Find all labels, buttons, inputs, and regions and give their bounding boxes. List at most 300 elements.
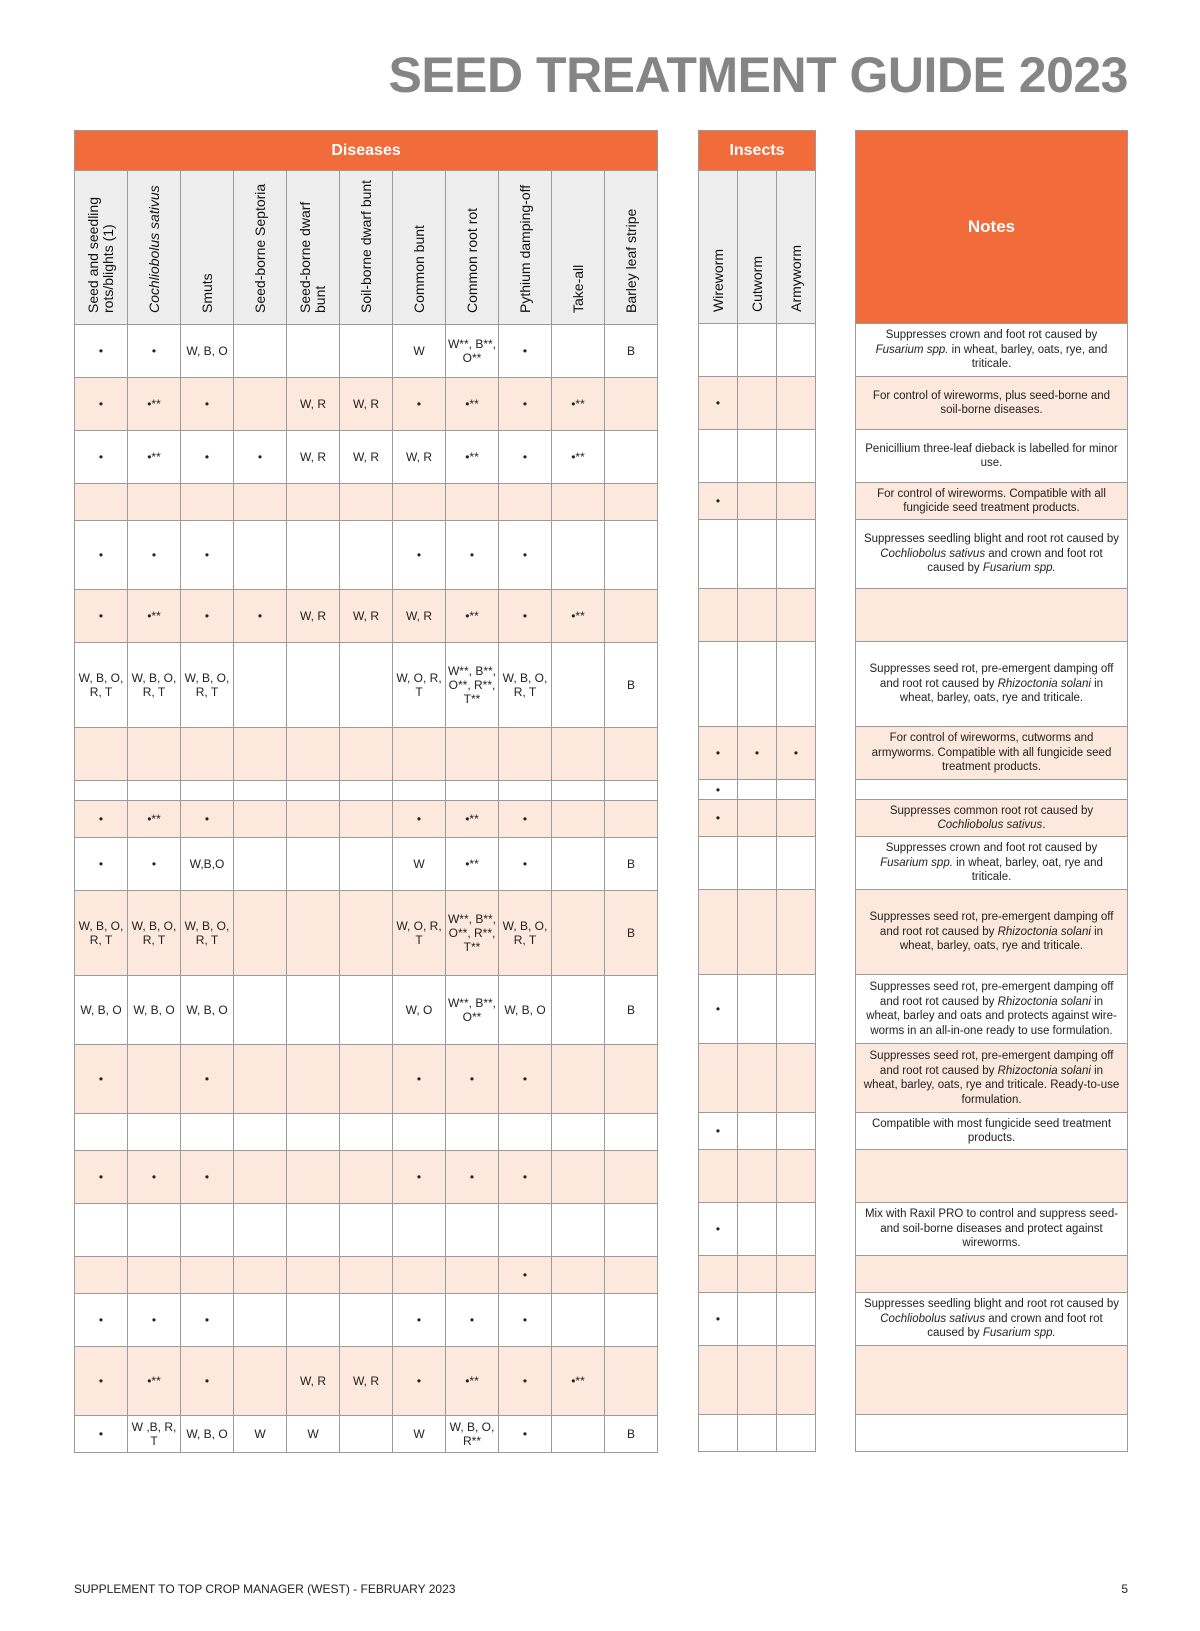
table-row [699, 1293, 816, 1346]
table-row [699, 430, 816, 483]
disease-cell [234, 325, 287, 378]
disease-cell: • [234, 590, 287, 643]
disease-cell [234, 976, 287, 1045]
insect-cell [777, 1113, 816, 1150]
page-title: SEED TREATMENT GUIDE 2023 [388, 47, 1128, 103]
disease-cell: •** [128, 378, 181, 431]
disease-cell [605, 590, 658, 643]
disease-cell: B [605, 976, 658, 1045]
notes-group-header: Notes [856, 131, 1128, 324]
table-row [699, 324, 816, 377]
disease-cell: W, B, O, R** [446, 1416, 499, 1453]
insect-cell [777, 377, 816, 430]
disease-cell [340, 643, 393, 728]
disease-cell: • [181, 1294, 234, 1347]
disease-column-label: Common bunt [410, 225, 427, 313]
table-row [75, 1294, 658, 1347]
disease-cell [552, 1114, 605, 1151]
table-row [856, 800, 1128, 837]
disease-cell [128, 781, 181, 801]
disease-cell [340, 521, 393, 590]
disease-cell: • [181, 1347, 234, 1416]
insect-column-label: Cutworm [748, 255, 765, 312]
disease-cell: • [75, 1045, 128, 1114]
disease-cell [234, 1294, 287, 1347]
disease-cell [340, 976, 393, 1045]
disease-cell: • [393, 1294, 446, 1347]
table-row [75, 1151, 658, 1204]
disease-cell [128, 728, 181, 781]
disease-cell: • [181, 378, 234, 431]
insect-cell: • [699, 483, 738, 520]
disease-cell [499, 728, 552, 781]
disease-column-label: Take-all [569, 264, 586, 313]
insect-cell [699, 589, 738, 642]
insect-cell [738, 1293, 777, 1346]
note-cell [856, 1346, 1128, 1415]
disease-cell: W, B, O, R, T [75, 643, 128, 728]
diseases-group-header: Diseases [75, 131, 658, 171]
disease-cell [552, 801, 605, 838]
disease-cell [499, 781, 552, 801]
disease-cell: •** [552, 1347, 605, 1416]
table-row [75, 891, 658, 976]
disease-cell: W, B, O [75, 976, 128, 1045]
disease-cell [181, 484, 234, 521]
disease-cell: • [75, 378, 128, 431]
disease-cell: • [75, 590, 128, 643]
disease-cell: B [605, 643, 658, 728]
table-row [699, 1256, 816, 1293]
table-row [856, 1113, 1128, 1150]
disease-cell [340, 801, 393, 838]
disease-cell: • [75, 838, 128, 891]
disease-cell: • [75, 521, 128, 590]
disease-cell [605, 728, 658, 781]
disease-cell [499, 1204, 552, 1257]
disease-cell [340, 728, 393, 781]
disease-cell: • [181, 590, 234, 643]
disease-column-header [340, 171, 393, 325]
disease-cell [287, 643, 340, 728]
table-row [856, 642, 1128, 727]
insect-column-header [777, 171, 816, 324]
disease-cell: W, B, O, R, T [128, 643, 181, 728]
table-row [699, 642, 816, 727]
disease-cell: W, B, O [128, 976, 181, 1045]
disease-cell [181, 1204, 234, 1257]
disease-cell [234, 1257, 287, 1294]
disease-cell: W,B,O [181, 838, 234, 891]
note-cell [856, 1415, 1128, 1452]
disease-cell: W, B, O, R, T [499, 891, 552, 976]
disease-cell: • [499, 1151, 552, 1204]
disease-cell [340, 838, 393, 891]
insect-cell [738, 483, 777, 520]
disease-cell: • [128, 838, 181, 891]
disease-cell: • [393, 1045, 446, 1114]
disease-cell: •** [552, 590, 605, 643]
note-cell: Compatible with most fungicide seed treatment products. [856, 1113, 1128, 1150]
disease-cell [605, 1347, 658, 1416]
table-row [75, 484, 658, 521]
disease-cell: W, B, O, R, T [499, 643, 552, 728]
disease-column-label: Pythium damping-off [516, 184, 533, 313]
insect-cell [738, 780, 777, 800]
insect-cell [699, 1256, 738, 1293]
table-row [856, 1256, 1128, 1293]
disease-cell [446, 1204, 499, 1257]
note-cell [856, 780, 1128, 800]
disease-column-header [181, 171, 234, 325]
table-row [699, 1346, 816, 1415]
disease-cell: • [75, 1416, 128, 1453]
disease-cell: W**, B**, O**, R**, T** [446, 891, 499, 976]
insect-cell: • [699, 1293, 738, 1346]
disease-cell [552, 1204, 605, 1257]
table-row [856, 1415, 1128, 1452]
disease-cell [605, 1204, 658, 1257]
disease-cell [234, 643, 287, 728]
disease-cell: • [499, 1294, 552, 1347]
disease-cell [340, 781, 393, 801]
disease-cell: W, O, R, T [393, 891, 446, 976]
disease-cell [446, 781, 499, 801]
insect-cell [699, 520, 738, 589]
disease-cell: W, R [393, 590, 446, 643]
disease-column-label: Seed-borne Septoria [251, 183, 268, 313]
note-cell: Suppresses seedling blight and root rot caused by Cochliobolus sativus and crown and foot rot caused by Fusarium spp. [856, 520, 1128, 589]
disease-cell: •** [552, 378, 605, 431]
disease-cell: • [128, 521, 181, 590]
disease-cell: •** [446, 1347, 499, 1416]
insects-table [698, 130, 816, 1452]
insect-cell [777, 430, 816, 483]
disease-cell: • [499, 431, 552, 484]
disease-cell: • [181, 431, 234, 484]
note-cell: Suppresses common root rot caused by Cochliobolus sativus. [856, 800, 1128, 837]
disease-cell: •** [128, 590, 181, 643]
disease-cell: W, B, O [181, 976, 234, 1045]
table-row [75, 781, 658, 801]
table-row [856, 483, 1128, 520]
insect-cell: • [699, 727, 738, 780]
disease-cell [287, 1151, 340, 1204]
insect-column-label: Wireworm [709, 249, 726, 312]
insect-cell [738, 1150, 777, 1203]
disease-cell [446, 1114, 499, 1151]
insect-cell [777, 1346, 816, 1415]
table-row [856, 1203, 1128, 1256]
table-row [699, 837, 816, 890]
footer-page-number: 5 [1121, 1582, 1128, 1596]
note-cell: Suppresses crown and foot rot caused by Fusarium spp. in wheat, barley, oats, rye, and triticale. [856, 324, 1128, 377]
insect-column-header [738, 171, 777, 324]
table-row [699, 800, 816, 837]
disease-cell [234, 1151, 287, 1204]
disease-cell [552, 521, 605, 590]
insect-cell [738, 1415, 777, 1452]
disease-cell: W, B, O [181, 1416, 234, 1453]
insect-cell [738, 324, 777, 377]
disease-column-label: Barley leaf stripe [622, 208, 639, 313]
insect-cell [699, 1415, 738, 1452]
table-row [75, 325, 658, 378]
disease-cell: W, R [340, 1347, 393, 1416]
disease-cell [605, 378, 658, 431]
note-cell: Suppresses seed rot, pre-emergent damping off and root rot caused by Rhizoctonia solani in wheat, barley and oats and protects against wire-worms in an all-in-one ready to use formulation. [856, 975, 1128, 1044]
disease-cell [234, 838, 287, 891]
disease-cell [340, 325, 393, 378]
disease-cell [75, 1114, 128, 1151]
disease-cell [552, 643, 605, 728]
disease-cell [393, 1257, 446, 1294]
insect-cell [738, 642, 777, 727]
disease-cell: W, B, O, R, T [75, 891, 128, 976]
insect-cell [777, 780, 816, 800]
insect-cell [738, 1044, 777, 1113]
disease-cell: •** [446, 590, 499, 643]
disease-cell [234, 1114, 287, 1151]
insect-column-label: Armyworm [787, 245, 804, 312]
disease-cell [605, 1294, 658, 1347]
insect-cell: • [699, 780, 738, 800]
disease-cell: W [393, 325, 446, 378]
disease-cell [128, 1114, 181, 1151]
note-cell: For control of wireworms, cutworms and armyworms. Compatible with all fungicide seed treatment products. [856, 727, 1128, 780]
disease-cell [552, 891, 605, 976]
table-row [75, 643, 658, 728]
table-row [699, 377, 816, 430]
disease-cell [552, 1294, 605, 1347]
disease-cell: • [75, 1151, 128, 1204]
disease-cell [340, 1045, 393, 1114]
insect-cell [777, 837, 816, 890]
note-cell: Suppresses seedling blight and root rot caused by Cochliobolus sativus and crown and foot rot caused by Fusarium spp. [856, 1293, 1128, 1346]
disease-cell [552, 1416, 605, 1453]
insect-cell [777, 1203, 816, 1256]
disease-cell: • [499, 838, 552, 891]
table-row [856, 1150, 1128, 1203]
disease-column-header [75, 171, 128, 325]
disease-cell [75, 1204, 128, 1257]
disease-cell: • [393, 521, 446, 590]
insect-cell [777, 324, 816, 377]
disease-cell [287, 1114, 340, 1151]
disease-cell [340, 1416, 393, 1453]
disease-cell: • [75, 325, 128, 378]
disease-cell [393, 484, 446, 521]
disease-cell [552, 484, 605, 521]
disease-cell: W [234, 1416, 287, 1453]
note-cell: Suppresses crown and foot rot caused by Fusarium spp. in wheat, barley, oat, rye and triticale. [856, 837, 1128, 890]
disease-cell: • [75, 1347, 128, 1416]
insect-cell [777, 1150, 816, 1203]
disease-column-header [234, 171, 287, 325]
disease-cell: • [499, 1257, 552, 1294]
table-row [856, 324, 1128, 377]
table-row [75, 1114, 658, 1151]
disease-cell [340, 1257, 393, 1294]
insect-cell: • [699, 800, 738, 837]
disease-cell: • [499, 1347, 552, 1416]
disease-cell [128, 484, 181, 521]
note-cell: Suppresses seed rot, pre-emergent damping off and root rot caused by Rhizoctonia solani in wheat, barley, oats, rye and triticale. [856, 890, 1128, 975]
note-cell: Suppresses seed rot, pre-emergent damping off and root rot caused by Rhizoctonia solani in wheat, barley, oats, rye and triticale. [856, 642, 1128, 727]
disease-column-label: Common root rot [463, 207, 480, 313]
table-row [856, 589, 1128, 642]
insect-cell [777, 1044, 816, 1113]
disease-cell [552, 976, 605, 1045]
disease-cell: • [181, 521, 234, 590]
disease-cell [287, 976, 340, 1045]
disease-cell [75, 484, 128, 521]
disease-cell: •** [446, 838, 499, 891]
disease-cell [552, 1045, 605, 1114]
disease-cell [499, 484, 552, 521]
insect-cell [699, 1150, 738, 1203]
insect-cell [738, 377, 777, 430]
insect-cell [738, 430, 777, 483]
disease-cell: • [128, 1294, 181, 1347]
disease-cell [128, 1257, 181, 1294]
insect-cell [777, 483, 816, 520]
disease-cell [234, 801, 287, 838]
disease-cell [287, 325, 340, 378]
disease-cell [605, 1045, 658, 1114]
disease-cell: • [446, 521, 499, 590]
disease-column-header [393, 171, 446, 325]
disease-cell: W, R [340, 431, 393, 484]
insect-cell [738, 1346, 777, 1415]
disease-cell [340, 1204, 393, 1257]
disease-cell [446, 484, 499, 521]
table-row [75, 1257, 658, 1294]
insect-cell: • [699, 377, 738, 430]
insect-cell [738, 975, 777, 1044]
insect-cell [738, 589, 777, 642]
disease-cell [287, 781, 340, 801]
table-row [75, 838, 658, 891]
table-row [856, 780, 1128, 800]
disease-column-header [499, 171, 552, 325]
disease-cell: •** [446, 378, 499, 431]
disease-cell: • [128, 325, 181, 378]
note-cell [856, 1150, 1128, 1203]
insect-cell [777, 589, 816, 642]
disease-cell [287, 1294, 340, 1347]
disease-cell [393, 781, 446, 801]
disease-cell [605, 431, 658, 484]
disease-cell [552, 781, 605, 801]
table-row [75, 521, 658, 590]
disease-column-label: Smuts [198, 273, 215, 313]
disease-cell [181, 1114, 234, 1151]
disease-cell [552, 838, 605, 891]
disease-cell [446, 728, 499, 781]
table-row [856, 1346, 1128, 1415]
insect-cell [699, 837, 738, 890]
disease-cell: • [75, 431, 128, 484]
disease-cell [393, 728, 446, 781]
table-row [699, 1203, 816, 1256]
table-row [75, 801, 658, 838]
table-row [75, 590, 658, 643]
disease-cell: • [181, 801, 234, 838]
disease-cell [234, 1045, 287, 1114]
table-row [856, 520, 1128, 589]
disease-cell: • [499, 590, 552, 643]
table-row [75, 1416, 658, 1453]
disease-column-label: Soil-borne dwarf bunt [357, 179, 374, 313]
table-row [699, 589, 816, 642]
insects-group-header: Insects [699, 131, 816, 171]
disease-cell: W, O, R, T [393, 643, 446, 728]
disease-cell [552, 728, 605, 781]
disease-cell: • [234, 431, 287, 484]
disease-cell [234, 378, 287, 431]
insect-cell [738, 890, 777, 975]
disease-column-label: Seed-borne dwarf bunt [297, 201, 328, 313]
table-row [75, 728, 658, 781]
table-row [699, 890, 816, 975]
note-cell: Suppresses seed rot, pre-emergent damping off and root rot caused by Rhizoctonia solani in wheat, barley, oats, rye and triticale. Ready-to-use formulation. [856, 1044, 1128, 1113]
disease-cell: W, R [287, 378, 340, 431]
disease-cell: • [393, 378, 446, 431]
table-row [856, 1293, 1128, 1346]
disease-cell: W, B, O, R, T [128, 891, 181, 976]
table-row [699, 483, 816, 520]
insect-cell [777, 642, 816, 727]
disease-cell [605, 781, 658, 801]
table-row [75, 976, 658, 1045]
table-row [75, 1204, 658, 1257]
disease-cell: W, R [287, 1347, 340, 1416]
disease-cell: • [499, 521, 552, 590]
table-row [699, 727, 816, 780]
note-cell: For control of wireworms. Compatible with all fungicide seed treatment products. [856, 483, 1128, 520]
disease-cell: W, R [340, 378, 393, 431]
disease-cell: • [181, 1045, 234, 1114]
disease-cell: •** [446, 801, 499, 838]
insect-cell [699, 1044, 738, 1113]
insect-cell [777, 890, 816, 975]
disease-cell: • [446, 1294, 499, 1347]
disease-cell: B [605, 838, 658, 891]
disease-cell: W ,B, R, T [128, 1416, 181, 1453]
disease-cell [181, 781, 234, 801]
disease-cell [340, 484, 393, 521]
disease-cell [552, 1151, 605, 1204]
table-row [856, 1044, 1128, 1113]
disease-column-header [552, 171, 605, 325]
disease-cell [340, 891, 393, 976]
disease-cell: W, B, O [181, 325, 234, 378]
note-cell [856, 589, 1128, 642]
disease-cell: B [605, 325, 658, 378]
table-row [699, 780, 816, 800]
disease-column-label: Seed and seedling rots/blights (1) [85, 197, 116, 313]
disease-cell: W, R [287, 431, 340, 484]
disease-cell: • [446, 1151, 499, 1204]
table-row [699, 1113, 816, 1150]
disease-cell: W [393, 838, 446, 891]
table-row [856, 430, 1128, 483]
disease-cell [181, 728, 234, 781]
disease-cell [393, 1114, 446, 1151]
disease-cell: •** [128, 431, 181, 484]
disease-cell [287, 1045, 340, 1114]
